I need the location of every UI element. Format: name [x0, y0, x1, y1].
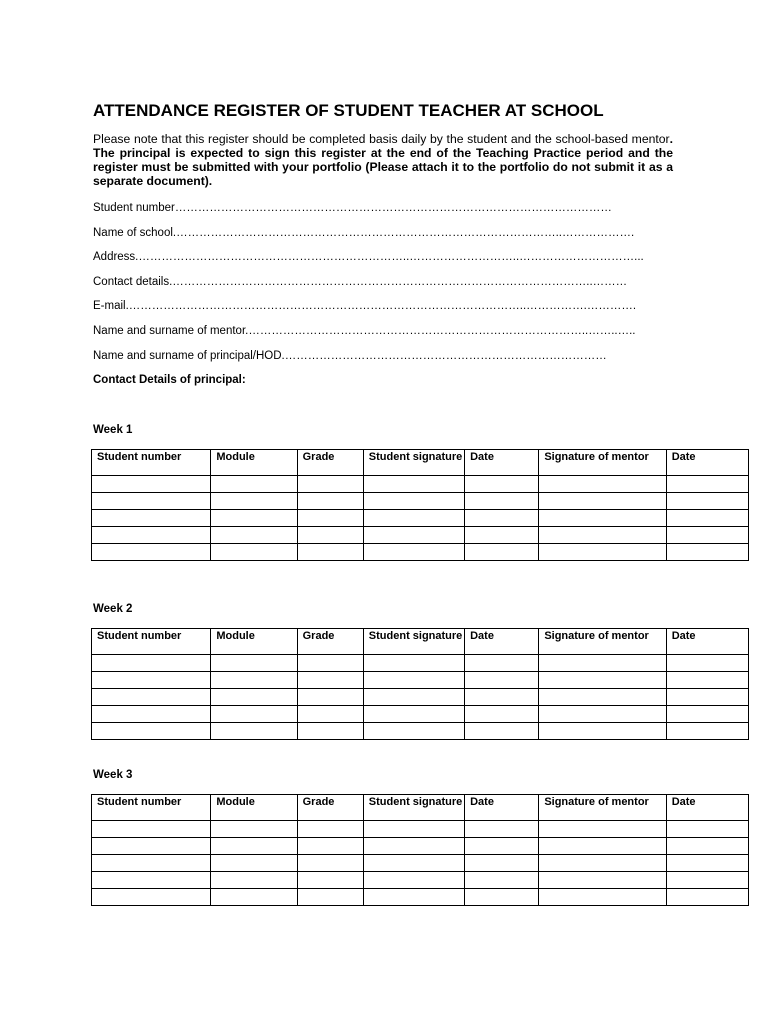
table-cell[interactable]: [92, 723, 211, 740]
table-row: [92, 838, 749, 855]
table-cell[interactable]: [666, 821, 748, 838]
school-name-field[interactable]: Name of school.………………………………………………………………………………………..……………….: [93, 227, 635, 239]
table-cell[interactable]: [211, 544, 297, 561]
table-cell[interactable]: [363, 493, 464, 510]
table-cell[interactable]: [297, 821, 363, 838]
intro-paragraph: [93, 132, 673, 188]
table-cell[interactable]: [363, 706, 464, 723]
table-cell[interactable]: [211, 527, 297, 544]
mentor-name-field[interactable]: Name and surname of mentor.……………………………………………………………………………..……..…..: [93, 325, 636, 337]
table-header-row: [92, 795, 749, 821]
table-cell[interactable]: [539, 672, 666, 689]
student-number-field[interactable]: Student number……………………………………………………………………………………………………: [93, 202, 612, 214]
table-cell[interactable]: [363, 872, 464, 889]
address-field[interactable]: Address.……………………………………………………………..………………………..…………………………...: [93, 251, 644, 263]
table-cell[interactable]: [297, 655, 363, 672]
column-header: Student signature: [363, 795, 464, 821]
table-cell[interactable]: [363, 476, 464, 493]
table-cell[interactable]: [666, 889, 748, 906]
principal-contact-label: Contact Details of principal:: [93, 374, 246, 386]
table-cell[interactable]: [92, 889, 211, 906]
table-header-row: [92, 629, 749, 655]
column-header: Signature of mentor: [539, 629, 666, 655]
table-cell[interactable]: [297, 855, 363, 872]
table-cell[interactable]: [297, 689, 363, 706]
table-cell[interactable]: [666, 689, 748, 706]
column-header: Student number: [92, 795, 211, 821]
table-cell[interactable]: [363, 527, 464, 544]
table-cell[interactable]: [465, 838, 539, 855]
table-cell[interactable]: [211, 493, 297, 510]
table-cell[interactable]: [539, 689, 666, 706]
table-cell[interactable]: [297, 493, 363, 510]
table-cell[interactable]: [297, 544, 363, 561]
table-cell[interactable]: [297, 527, 363, 544]
table-cell[interactable]: [211, 872, 297, 889]
table-cell[interactable]: [666, 655, 748, 672]
table-cell[interactable]: [92, 476, 211, 493]
table-cell[interactable]: [539, 821, 666, 838]
table-cell[interactable]: [92, 493, 211, 510]
table-cell[interactable]: [92, 855, 211, 872]
table-cell[interactable]: [297, 889, 363, 906]
table-cell[interactable]: [666, 544, 748, 561]
table-cell[interactable]: [666, 476, 748, 493]
table-cell[interactable]: [465, 872, 539, 889]
table-cell[interactable]: [211, 476, 297, 493]
week-label: Week 2: [93, 603, 133, 615]
table-cell[interactable]: [539, 889, 666, 906]
column-header: Student signature: [363, 450, 464, 476]
table-cell[interactable]: [297, 672, 363, 689]
table-cell[interactable]: [465, 544, 539, 561]
column-header: Module: [211, 629, 297, 655]
table-cell[interactable]: [92, 672, 211, 689]
table-cell[interactable]: [92, 872, 211, 889]
table-cell[interactable]: [211, 821, 297, 838]
table-cell[interactable]: [465, 493, 539, 510]
table-row: [92, 855, 749, 872]
table-cell[interactable]: [363, 838, 464, 855]
table-cell[interactable]: [539, 838, 666, 855]
table-cell[interactable]: [465, 476, 539, 493]
table-cell[interactable]: [297, 510, 363, 527]
table-row: [92, 723, 749, 740]
table-cell[interactable]: [297, 706, 363, 723]
table-cell[interactable]: [363, 723, 464, 740]
contact-details-field[interactable]: Contact details.………………………………………………………………………………………………..………: [93, 276, 628, 288]
week-register-table: [91, 794, 749, 906]
table-row: [92, 476, 749, 493]
table-row: [92, 689, 749, 706]
table-row: [92, 872, 749, 889]
column-header: Date: [666, 629, 748, 655]
table-cell[interactable]: [465, 655, 539, 672]
table-cell[interactable]: [465, 527, 539, 544]
table-row: [92, 544, 749, 561]
table-cell[interactable]: [92, 544, 211, 561]
table-cell[interactable]: [666, 855, 748, 872]
table-cell[interactable]: [92, 655, 211, 672]
table-cell[interactable]: [363, 672, 464, 689]
table-cell[interactable]: [297, 872, 363, 889]
table-cell[interactable]: [666, 838, 748, 855]
table-cell[interactable]: [539, 723, 666, 740]
week-register-table: [91, 449, 749, 561]
document-title: ATTENDANCE REGISTER OF STUDENT TEACHER AT SCHOOL: [93, 101, 604, 120]
table-cell[interactable]: [211, 672, 297, 689]
table-row: [92, 706, 749, 723]
table-cell[interactable]: [92, 689, 211, 706]
column-header: Signature of mentor: [539, 795, 666, 821]
column-header: Signature of mentor: [539, 450, 666, 476]
table-row: [92, 821, 749, 838]
table-cell[interactable]: [666, 723, 748, 740]
column-header: Date: [465, 795, 539, 821]
table-cell[interactable]: [539, 493, 666, 510]
week-label: Week 1: [93, 424, 133, 436]
week-label: Week 3: [93, 769, 133, 781]
table-cell[interactable]: [666, 872, 748, 889]
table-cell[interactable]: [363, 544, 464, 561]
table-cell[interactable]: [666, 493, 748, 510]
table-cell[interactable]: [211, 510, 297, 527]
table-cell[interactable]: [297, 838, 363, 855]
table-row: [92, 510, 749, 527]
column-header: Student number: [92, 450, 211, 476]
table-cell[interactable]: [539, 706, 666, 723]
table-cell[interactable]: [465, 889, 539, 906]
table-cell[interactable]: [92, 706, 211, 723]
table-row: [92, 655, 749, 672]
table-cell[interactable]: [363, 655, 464, 672]
table-cell[interactable]: [92, 527, 211, 544]
column-header: Date: [465, 629, 539, 655]
column-header: Date: [666, 795, 748, 821]
column-header: Grade: [297, 795, 363, 821]
table-cell[interactable]: [465, 723, 539, 740]
table-cell[interactable]: [211, 706, 297, 723]
table-cell[interactable]: [297, 723, 363, 740]
table-cell[interactable]: [666, 672, 748, 689]
table-cell[interactable]: [92, 821, 211, 838]
table-cell[interactable]: [211, 689, 297, 706]
table-cell[interactable]: [539, 527, 666, 544]
table-cell[interactable]: [539, 544, 666, 561]
table-cell[interactable]: [211, 838, 297, 855]
table-cell[interactable]: [465, 672, 539, 689]
table-cell[interactable]: [363, 889, 464, 906]
week-register-table: [91, 628, 749, 740]
table-cell[interactable]: [666, 510, 748, 527]
intro-plain-text: Please note that this register should be completed basis daily by the student and the school-based mentor: [93, 132, 670, 146]
table-cell[interactable]: [539, 872, 666, 889]
table-cell[interactable]: [363, 510, 464, 527]
table-cell[interactable]: [539, 855, 666, 872]
column-header: Student number: [92, 629, 211, 655]
table-row: [92, 889, 749, 906]
table-cell[interactable]: [539, 510, 666, 527]
column-header: Grade: [297, 450, 363, 476]
table-row: [92, 493, 749, 510]
table-cell[interactable]: [211, 889, 297, 906]
table-cell[interactable]: [363, 855, 464, 872]
column-header: Date: [666, 450, 748, 476]
table-row: [92, 527, 749, 544]
table-cell[interactable]: [465, 821, 539, 838]
table-cell[interactable]: [92, 838, 211, 855]
table-cell[interactable]: [465, 855, 539, 872]
intro-bold-text: . The principal is expected to sign this register at the end of the Teaching Practice period and the register must be submitted with your portfolio (Please attach it to the portfolio do not submit it as a separate document).: [93, 132, 673, 188]
table-cell[interactable]: [465, 510, 539, 527]
table-cell[interactable]: [363, 821, 464, 838]
table-cell[interactable]: [211, 655, 297, 672]
table-cell[interactable]: [297, 476, 363, 493]
table-header-row: [92, 450, 749, 476]
column-header: Module: [211, 795, 297, 821]
table-cell[interactable]: [465, 689, 539, 706]
table-cell[interactable]: [539, 655, 666, 672]
table-cell[interactable]: [539, 476, 666, 493]
table-cell[interactable]: [363, 689, 464, 706]
column-header: Student signature: [363, 629, 464, 655]
column-header: Module: [211, 450, 297, 476]
principal-name-field[interactable]: Name and surname of principal/HOD.…………………………………………………………………………: [93, 350, 607, 362]
column-header: Date: [465, 450, 539, 476]
table-cell[interactable]: [211, 855, 297, 872]
table-row: [92, 672, 749, 689]
table-cell[interactable]: [666, 527, 748, 544]
table-cell[interactable]: [92, 510, 211, 527]
column-header: Grade: [297, 629, 363, 655]
table-cell[interactable]: [211, 723, 297, 740]
table-cell[interactable]: [666, 706, 748, 723]
email-field[interactable]: E-mail.…………………………………………………………………………………………..…………….………….: [93, 300, 637, 312]
table-cell[interactable]: [465, 706, 539, 723]
